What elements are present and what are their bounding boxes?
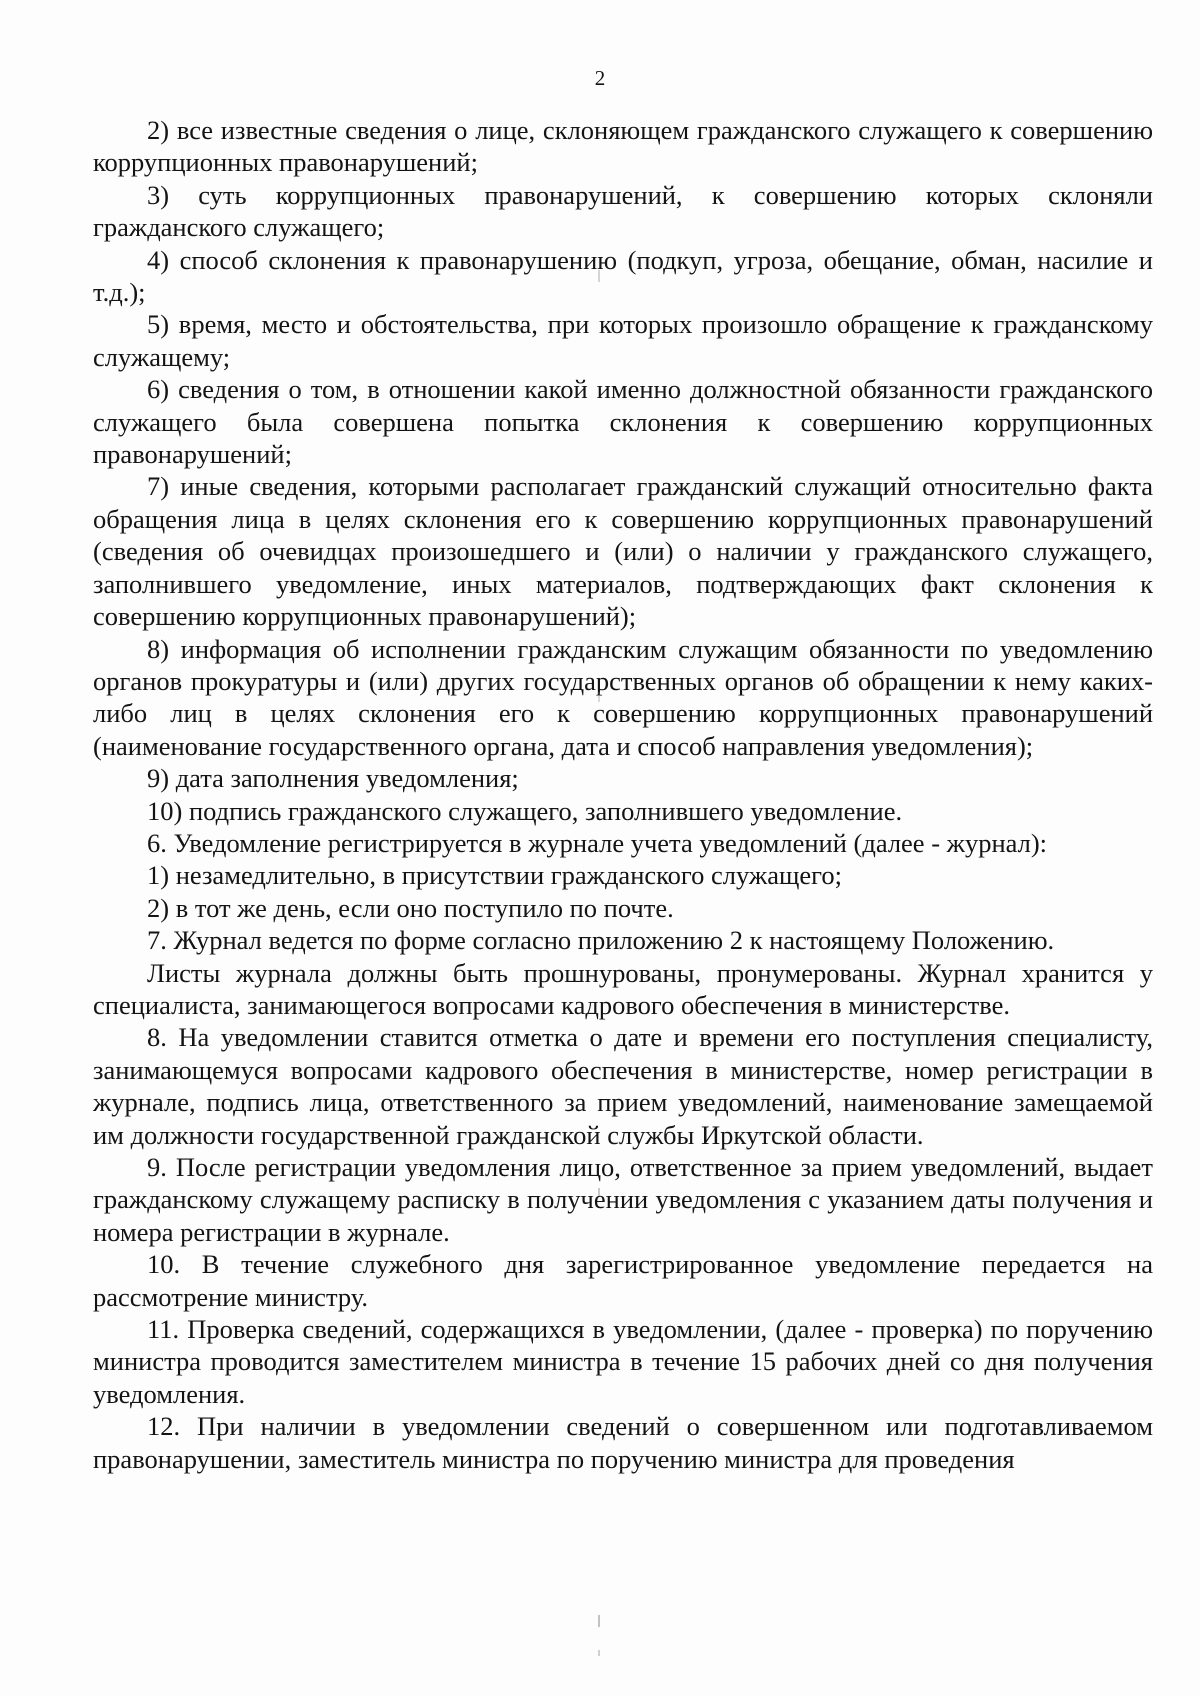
section-6-registration: 6. Уведомление регистрируется в журнале учета уведомлений (далее - журнал): xyxy=(147,827,1048,858)
section-10-transfer: 10. В течение служебного дня зарегистрированное уведомление передается на рассмотрение министру. xyxy=(93,1249,1153,1312)
list-item-7-other-info: 7) иные сведения, которыми располагает гражданский служащий относительно факта обращения лица в целях склонения его к совершению коррупционных правонарушений (сведения об очевидцах произошедшего и (или) о наличии у гражданского служащего, заполнившего уведомление, иных материалов, подтверждающих факт склонения к совершению коррупционных правонарушений); xyxy=(93,471,1153,632)
list-item-5-time-place: 5) время, место и обстоятельства, при которых произошло обращение к гражданскому служащему; xyxy=(93,309,1153,372)
list-item-10-signature: 10) подпись гражданского служащего, заполнившего уведомление. xyxy=(147,795,903,826)
page-number: 2 xyxy=(594,66,606,90)
scan-speck xyxy=(598,692,600,702)
section-7-journal: 7. Журнал ведется по форме согласно приложению 2 к настоящему Положению. xyxy=(147,925,1055,956)
scan-speck xyxy=(598,270,600,282)
section-6-item-2: 2) в тот же день, если оно поступило по почте. xyxy=(147,892,674,923)
scan-speck xyxy=(598,1188,600,1196)
section-9-receipt: 9. После регистрации уведомления лицо, ответственное за прием уведомлений, выдает гражданскому служащему расписку в получении уведомления с указанием даты получения и номера регистрации в журнале. xyxy=(93,1152,1153,1247)
document-body xyxy=(93,114,1153,1475)
scan-speck xyxy=(598,1650,600,1656)
section-12-violation: 12. При наличии в уведомлении сведений о совершенном или подготавливаемом правонарушении, заместитель министра по поручению министра для проведения xyxy=(93,1411,1153,1474)
list-item-6-duty: 6) сведения о том, в отношении какой именно должностной обязанности гражданского служащего была совершена попытка склонения к совершению коррупционных правонарушений; xyxy=(93,374,1153,470)
scan-speck xyxy=(598,1615,600,1627)
section-11-verification: 11. Проверка сведений, содержащихся в уведомлении, (далее - проверка) по поручению министра проводится заместителем министра в течение 15 рабочих дней со дня получения уведомления. xyxy=(93,1314,1153,1409)
list-item-4-method: 4) способ склонения к правонарушению (подкуп, угроза, обещание, обман, насилие и т.д.); xyxy=(93,244,1153,308)
section-8-marking: 8. На уведомлении ставится отметка о дате и времени его поступления специалисту, занимающемуся вопросами кадрового обеспечения в министерстве, номер регистрации в журнале, подпись лица, ответственного за прием уведомлений, наименование замещаемой им должности государственной гражданской службы Иркутской области. xyxy=(93,1022,1153,1150)
list-item-8-prosecutor-info: 8) информация об исполнении гражданским служащим обязанности по уведомлению органов прокуратуры и (или) других государственных органов об обращении к нему каких-либо лиц в целях склонения его к совершению коррупционных правонарушений (наименование государственного органа, дата и способ направления уведомления); xyxy=(93,633,1153,761)
list-item-9-date: 9) дата заполнения уведомления; xyxy=(147,763,519,794)
list-item-3-essence: 3) суть коррупционных правонарушений, к совершению которых склоняли гражданского служащего; xyxy=(93,179,1153,243)
section-6-item-1: 1) незамедлительно, в присутствии гражданского служащего; xyxy=(147,860,842,891)
section-7-journal-sheets: Листы журнала должны быть прошнурованы, пронумерованы. Журнал хранится у специалиста, занимающегося вопросами кадрового обеспечения в министерстве. xyxy=(93,957,1153,1020)
list-item-2-known-info: 2) все известные сведения о лице, склоняющем гражданского служащего к совершению коррупционных правонарушений; xyxy=(93,115,1153,178)
